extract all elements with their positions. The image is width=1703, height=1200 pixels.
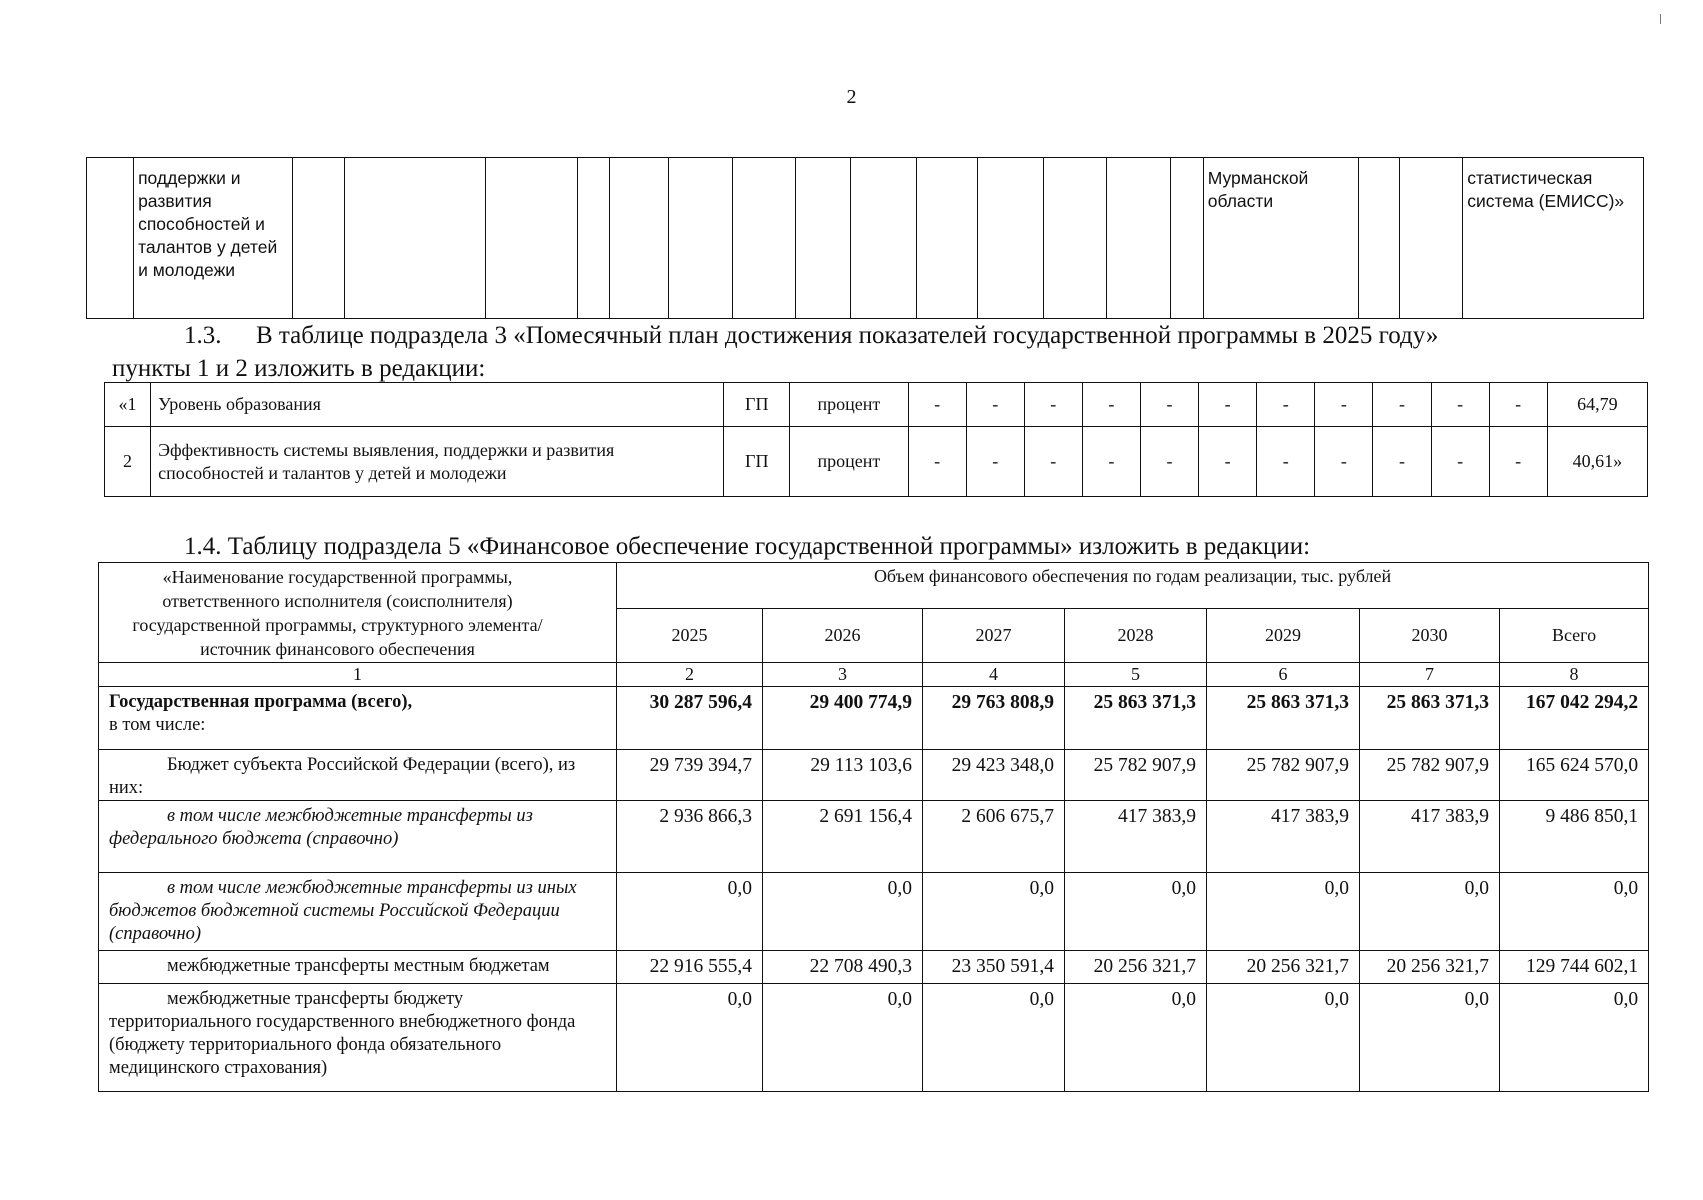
table-row: «1 Уровень образования ГП процент - - - - - - - - - - - 64,79 [105,383,1648,427]
years-row: 2025 2026 2027 2028 2029 2030 Всего [99,609,1649,663]
paragraph-1-4: 1.4. Таблицу подраздела 5 «Финансовое обеспечение государственной программы» изложить в редакции: [184,533,1311,560]
information-system-cell: статистическая система (ЕМИСС)» [1463,158,1644,319]
indicator-name-cell: поддержки и развития способностей и талантов у детей и молодежи [134,158,293,319]
page-number: 2 [846,86,857,108]
paragraph-1-3 [184,322,1438,350]
financing-table [98,562,1649,1092]
table-row: Государственная программа (всего), в том числе: 30 287 596,4 29 400 774,9 29 763 808,9 25 863 371,3 25 863 371,3 25 863 371,3 167 042 294,2 [99,687,1649,750]
scan-mark [1660,14,1661,24]
table-row: Бюджет субъекта Российской Федерации (всего), из них: 29 739 394,7 29 113 103,6 29 423 348,0 25 782 907,9 25 782 907,9 25 782 907,9 165 624 570,0 [99,750,1649,801]
indicators-table-fragment [86,157,1644,319]
header-volume: Объем финансового обеспечения по годам реализации, тыс. рублей [617,563,1649,609]
paragraph-number: 1.3. [184,322,222,349]
table-row: межбюджетные трансферты местным бюджетам 22 916 555,4 22 708 490,3 23 350 591,4 20 256 321,7 20 256 321,7 20 256 321,7 129 744 602,1 [99,950,1649,983]
column-index-row: 1 2 3 4 5 6 7 8 [99,663,1649,687]
table-row: в том числе межбюджетные трансферты из иных бюджетов бюджетной системы Российской Федерации (справочно) 0,0 0,0 0,0 0,0 0,0 0,0 0,0 [99,872,1649,950]
header-row [99,563,1649,609]
monthly-plan-table [104,382,1648,497]
cell-empty [87,158,134,319]
table-row: в том числе межбюджетные трансферты из федерального бюджета (справочно) 2 936 866,3 2 691 156,4 2 606 675,7 417 383,9 417 383,9 417 383,9 9 486 850,1 [99,801,1649,872]
table-row: межбюджетные трансферты бюджету территориального государственного внебюджетного фонда (бюджету территориального фонда обязательного медицинского страхования) 0,0 0,0 0,0 0,0 0,0 0,0 0,0 [99,983,1649,1091]
paragraph-1-3-continuation: пункты 1 и 2 изложить в редакции: [112,355,486,382]
table-row: 2 Эффективность системы выявления, поддержки и развития способностей и талантов у детей и молодежи ГП процент - - - - - - - - - - - 40,61» [105,427,1648,497]
header-name: «Наименование государственной программы, ответственного исполнителя (соисполнителя) государственной программы, структурного элемента/источник финансового обеспечения [99,563,617,663]
paragraph-text: В таблице подраздела 3 «Помесячный план достижения показателей государственной программы в 2025 году» [256,322,1439,349]
region-cell: Мурманской области [1203,158,1358,319]
